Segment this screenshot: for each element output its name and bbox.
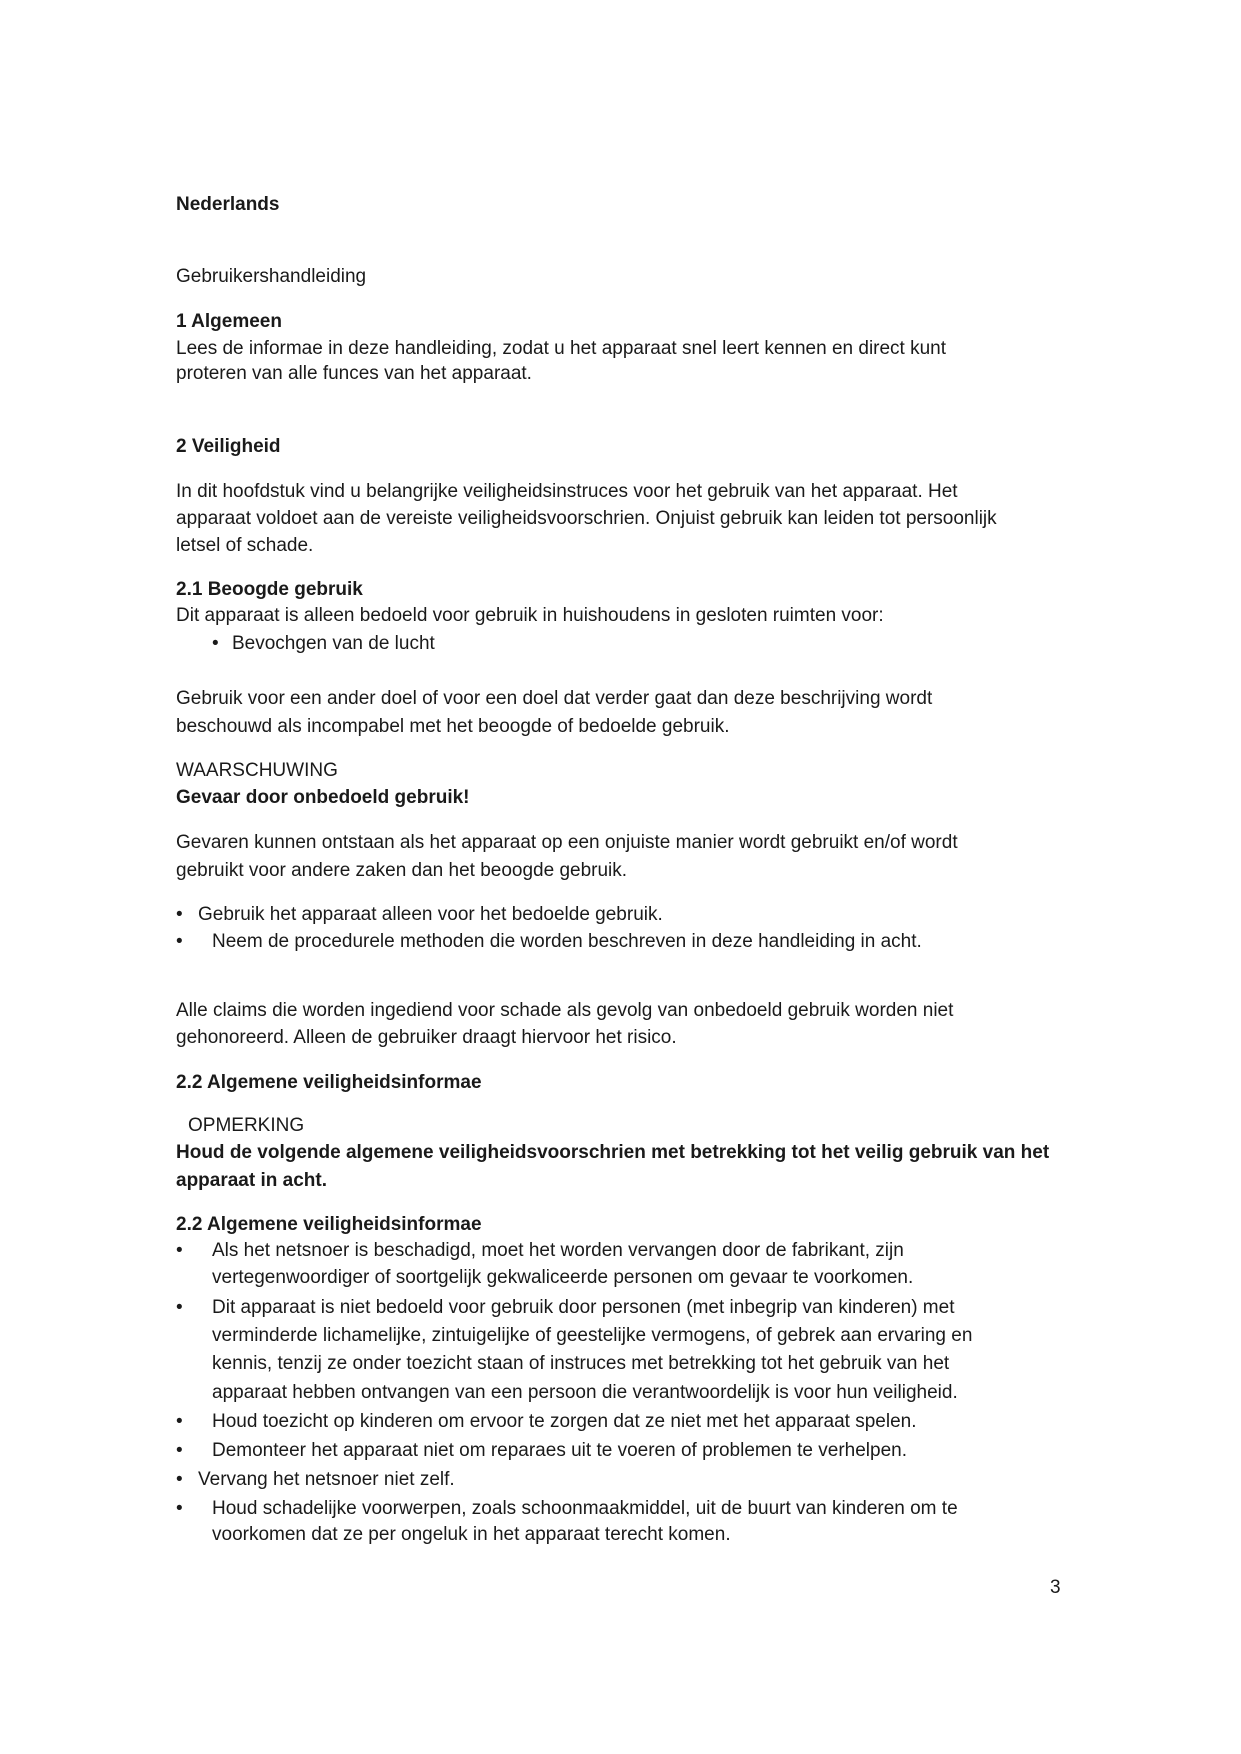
claims-line: Alle claims die worden ingediend voor schade als gevolg van onbedoeld gebruik worden niet: [176, 1000, 954, 1021]
list-item: [176, 1294, 1076, 1406]
section2-line: In dit hoofdstuk vind u belangrijke veiligheidsinstruces voor het gebruik van het apparaat. Het: [176, 481, 958, 502]
warning-line: gebruikt voor andere zaken dan het beoogde gebruik.: [176, 860, 628, 881]
page-number: 3: [1050, 1577, 1061, 1598]
list-item: [176, 1237, 1076, 1291]
warning-line: Gevaren kunnen ontstaan als het apparaat op een onjuiste manier wordt gebruikt en/of wordt: [176, 832, 958, 853]
list-item: [176, 1495, 1076, 1549]
list-item-text: Bevochgen van de lucht: [232, 633, 435, 654]
warning-label: WAARSCHUWING: [176, 760, 338, 781]
list-item-text: Houd schadelijke voorwerpen, zoals schoonmaakmiddel, uit de buurt van kinderen om te: [212, 1498, 958, 1519]
list-item-text: verminderde lichamelijke, zintuigelijke of geestelijke vermogens, of gebrek aan ervaring en: [212, 1325, 973, 1346]
section2-heading: 2 Veiligheid: [176, 436, 281, 457]
list-item-text: Vervang het netsnoer niet zelf.: [198, 1469, 455, 1490]
section2-line: letsel of schade.: [176, 535, 314, 556]
list-item-text: Houd toezicht op kinderen om ervoor te zorgen dat ze niet met het apparaat spelen.: [212, 1411, 917, 1432]
section2-line: apparaat voldoet aan de vereiste veiligheidsvoorschrien. Onjuist gebruik kan leiden tot persoonlijk: [176, 508, 997, 529]
section1-line: proteren van alle funces van het apparaat.: [176, 363, 532, 384]
language-title: Nederlands: [176, 194, 280, 215]
list-item-text: Gebruik het apparaat alleen voor het bedoelde gebruik.: [198, 904, 663, 925]
note-label: OPMERKING: [188, 1115, 305, 1136]
list-item-text: vertegenwoordiger of soortgelijk gekwaliceerde personen om gevaar te voorkomen.: [212, 1267, 914, 1288]
list-item-text: kennis, tenzij ze onder toezicht staan of instruces met betrekking tot het gebruik van het: [212, 1353, 950, 1374]
section21-intro: Dit apparaat is alleen bedoeld voor gebruik in huishoudens in gesloten ruimten voor:: [176, 605, 884, 626]
section22-heading-2: 2.2 Algemene veiligheidsinformae: [176, 1214, 482, 1235]
warning-title: Gevaar door onbedoeld gebruik!: [176, 787, 470, 808]
bullet-icon: •: [176, 904, 183, 925]
list-item-text: voorkomen dat ze per ongeluk in het apparaat terecht komen.: [212, 1524, 731, 1545]
bullet-icon: •: [176, 1411, 183, 1432]
bullet-icon: •: [176, 1240, 183, 1261]
manual-title: Gebruikershandleiding: [176, 266, 367, 287]
list-item-text: Demonteer het apparaat niet om reparaes uit te voeren of problemen te verhelpen.: [212, 1440, 907, 1461]
list-item-text: Als het netsnoer is beschadigd, moet het worden vervangen door de fabrikant, zijn: [212, 1240, 904, 1261]
section1-line: Lees de informae in deze handleiding, zodat u het apparaat snel leert kennen en direct kunt: [176, 338, 947, 359]
section21-heading: 2.1 Beoogde gebruik: [176, 579, 363, 600]
list-item-text: Neem de procedurele methoden die worden beschreven in deze handleiding in acht.: [212, 931, 922, 952]
section21-paragraph-line: beschouwd als incompabel met het beoogde of bedoelde gebruik.: [176, 716, 730, 737]
note-line: Houd de volgende algemene veiligheidsvoorschrien met betrekking tot het veilig gebruik van het: [176, 1142, 1050, 1163]
section21-paragraph-line: Gebruik voor een ander doel of voor een doel dat verder gaat dan deze beschrijving wordt: [176, 688, 933, 709]
list-item-text: apparaat hebben ontvangen van een persoon die verantwoordelijk is voor hun veiligheid.: [212, 1382, 958, 1403]
bullet-icon: •: [176, 1440, 183, 1461]
section1-heading: 1 Algemeen: [176, 311, 282, 332]
bullet-icon: •: [176, 1498, 183, 1519]
bullet-icon: •: [176, 1297, 183, 1318]
note-line: apparaat in acht.: [176, 1170, 327, 1191]
section22-heading: 2.2 Algemene veiligheidsinformae: [176, 1072, 482, 1093]
list-item-text: Dit apparaat is niet bedoeld voor gebruik door personen (met inbegrip van kinderen) met: [212, 1297, 955, 1318]
bullet-icon: •: [176, 1469, 183, 1490]
claims-line: gehonoreerd. Alleen de gebruiker draagt hiervoor het risico.: [176, 1027, 677, 1048]
bullet-icon: •: [176, 931, 183, 952]
bullet-icon: •: [212, 633, 219, 654]
